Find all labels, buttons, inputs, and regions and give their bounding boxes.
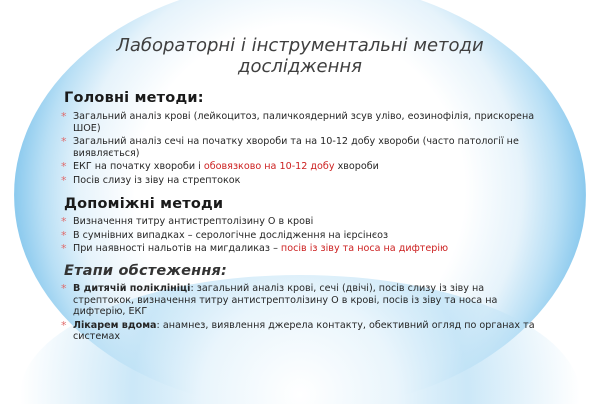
highlight-text: обовязково на 10-12 добу [203,161,335,173]
list-item: * Посів слизу із зіву на стрептокок [61,173,241,187]
asterisk-bullet-icon: * [61,135,67,149]
asterisk-bullet-icon: * [61,228,67,242]
title-line-1: Лабораторні і інструментальні методи [116,35,484,56]
asterisk-bullet-icon: * [61,160,67,174]
list-item: * Визначення титру антистрептолізину О в крові [61,215,314,228]
list-item: * При наявності нальотів на мигдаликаз – посів із зіву та носа на дифтерію [61,242,449,256]
main-methods-list [58,111,538,189]
list-item: * В сумнівних випадках – серологічне дослідження на ієрсінєоз [61,228,389,242]
list-item: * Лікарем вдома: анамнез, виявлення джерела контакту, обективний огляд по органах та системах [61,318,535,343]
list-item: * Загальний аналіз крові (лейкоцитоз, паличкоядерний зсув уліво, еозинофілія, прискорена ШОЕ) [61,110,535,134]
aux-methods-list [58,216,538,257]
asterisk-bullet-icon: * [61,282,67,295]
title-line-2: дослідження [238,56,362,77]
slide-title [60,35,540,77]
asterisk-bullet-icon: * [61,242,67,256]
asterisk-bullet-icon: * [61,215,67,228]
highlight-text: посів із зіву та носа на дифтерію [280,243,449,255]
asterisk-bullet-icon: * [61,110,67,123]
stages-list [58,283,538,345]
stages-heading: Етапи обстеження: [64,263,228,279]
list-item: * ЕКГ на початку хвороби і обовязково на 10-12 добу хвороби [61,160,379,174]
main-methods-heading: Головні методи: [64,90,204,106]
asterisk-bullet-icon: * [61,318,67,332]
aux-methods-heading: Допоміжні методи [64,196,224,212]
list-item: * В дитячій поліклініці: загальний аналіз крові, сечі (двічі), посів слизу із зіву на стрептокок, визначення титру антистрептолізину О в крові, посів із зіву та носа на дифтерію, ЕКГ [61,282,498,318]
list-item: * Загальний аналіз сечі на початку хвороби та на 10-12 добу хвороби (часто патології не виявляється) [61,135,519,159]
asterisk-bullet-icon: * [61,173,67,187]
